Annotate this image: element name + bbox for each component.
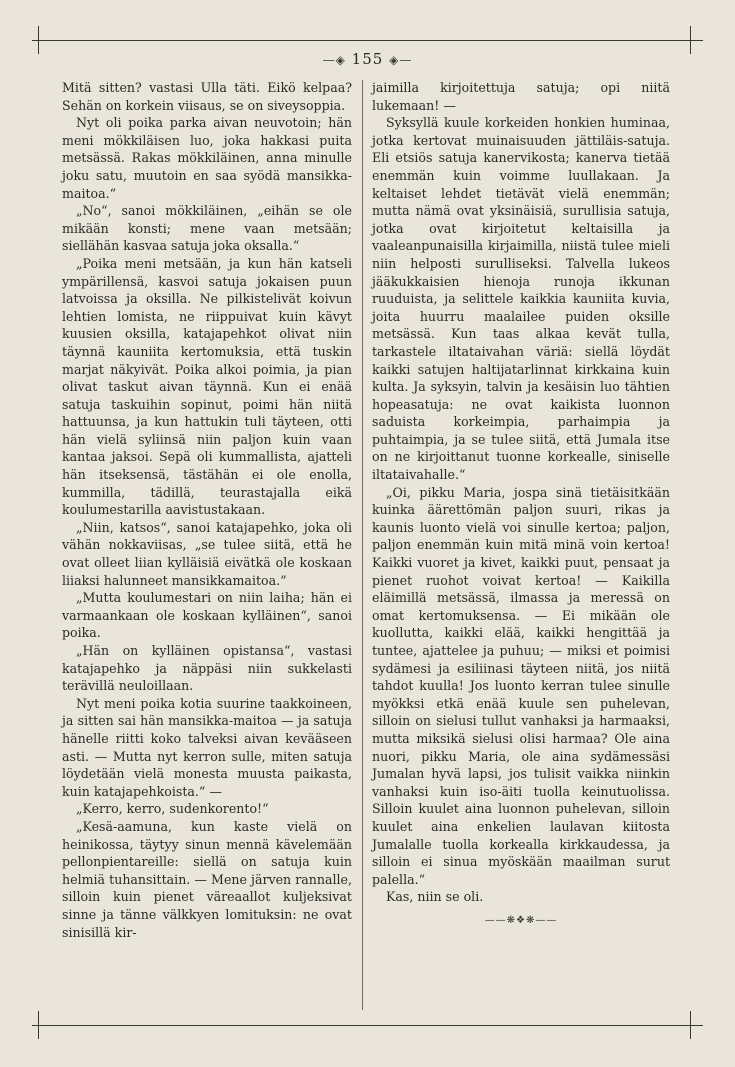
- bottom-right-crop-mark: [690, 1011, 691, 1039]
- bottom-rule: [32, 1025, 703, 1026]
- column-divider: [362, 80, 363, 1010]
- right-column: [372, 79, 670, 930]
- page-header: [0, 50, 735, 68]
- paragraph: „Kerro, kerro, sudenkorento!“: [76, 801, 269, 817]
- paragraph: „Hän on kylläinen opistansa“, vastasi katajapehko ja näppäsi niin sukkelasti terävillä neuloillaan.: [62, 643, 352, 694]
- paragraph: Nyt oli poika parka aivan neuvotoin; hän meni mökkiläisen luo, joka hakkasi puita metsässä. Rakas mökkiläinen, anna minulle joku satu, muutoin en saa syödä mansikka-maitoa.“: [62, 115, 352, 201]
- top-rule: [32, 40, 703, 41]
- paragraph: Syksyllä kuule korkeiden honkien huminaa, jotka kertovat muinaisuuden jättiläis-satuja. Eli etsiös satuja kanervikosta; kanerva tietää enemmän kuin voimme luullakaan. Ja keltaiset lehdet tietävät vielä enemmän; mutta nämä ovat yksinäisiä, surullisia satuja, jotka ovat kirjoitetut keltaisilla ja vaaleanpunaisilla kirjaimilla, niistä tulee mieli niin helposti surulliseksi. Talvella lukeos jääkukkaisien hienoja runoja ikkunan ruuduista, ja selittele kaikkia kauniita kuvia, joita huurru maalailee puiden oksille metsässä. Kun taas alkaa kevät tulla, tarkastele iltataivahan väriä: siellä löydät kaikki satujen haltijatarlinnat kirkkaina kuin kulta. Ja syksyin, talvin ja kesäisin luo tähtien hopeasatuja: ne ovat kaikista luonnon saduista korkeimpia, parhaimpia ja puhtaimpia, ja se tulee siitä, että Jumala itse on ne kirjoittanut tuonne korkealle, siniselle iltataivahalle.“: [372, 115, 670, 483]
- header-ornament-left: —◈: [322, 53, 346, 67]
- paragraph: „Niin, katsos“, sanoi katajapehko, joka oli vähän nokkaviisas, „se tulee siitä, että he ovat olleet liian kylläisiä eivätkä ole koskaan liiaksi halunneet mansikkamaitoa.“: [62, 519, 352, 588]
- paragraph: Kas, niin se oli.: [386, 889, 484, 905]
- header-ornament-right: ◈—: [389, 53, 413, 67]
- end-ornament: ——❋❖❋——: [484, 914, 558, 926]
- paragraph: Nyt meni poika kotia suurine taakkoineen, ja sitten sai hän mansikka-maitoa — ja satuja hänelle riitti koko talveksi aivan kevääseen asti. — Mutta nyt kerron sulle, miten satuja löydetään vielä monesta muusta paikasta, kuin katajapehkoista.“ —: [62, 695, 352, 799]
- paragraph: „Mutta koulumestari on niin laiha; hän ei varmaankaan ole koskaan kylläinen“, sanoi poika.: [62, 590, 352, 641]
- paragraph: jaimilla kirjoitettuja satuja; opi niitä lukemaan! —: [372, 80, 670, 113]
- left-column: [62, 79, 352, 941]
- bottom-left-crop-mark: [38, 1011, 39, 1039]
- paragraph: Mitä sitten? vastasi Ulla täti. Eikö kelpaa? Sehän on korkein viisaus, se on siveysoppia.: [62, 80, 352, 113]
- paragraph: „Poika meni metsään, ja kun hän katseli ympärillensä, kasvoi satuja jokaisen puun latvoissa ja oksilla. Ne pilkistelivät koivun lehtien lomista, ne riippuivat kuin kävyt kuusien oksilla, katajapehkot olivat niin täynnä kauniita kertomuksia, että tuskin marjat näkyivät. Poika alkoi poimia, ja pian olivat taskut aivan täynnä. Kun ei enää satuja taskuihin sopinut, poimi hän niitä hattuunsa, ja kun hattukin tuli täyteen, otti hän vielä syliinsä niin paljon kuin vaan kantaa jaksoi. Sepä oli kummallista, ajatteli hän itseksensä, tästähän ei ole enolla, kummilla, tädillä, teurastajalla eikä koulumestarilla aavistustakaan.: [62, 255, 352, 518]
- page-number: 155: [351, 50, 384, 68]
- paragraph: „Kesä-aamuna, kun kaste vielä on heinikossa, täytyy sinun mennä kävelemään pellonpientareille: siellä on satuja kuin helmiä tuhansittain. — Mene järven rannalle, silloin kuin pienet väreaallot kuljeksivat sinne ja tänne välkkyen lomituksin: ne ovat sinisillä kir-: [62, 818, 352, 940]
- paragraph: „Oi, pikku Maria, jospa sinä tietäisitkään kuinka äärettömän paljon suuri, rikas ja kaunis luonto vielä voi sinulle kertoa; paljon, paljon enemmän kuin mitä minä voin kertoa! Kaikki vuoret ja kivet, kaikki puut, pensaat ja pienet ruohot voivat kertoa! — Kaikilla eläimillä metsässä, ilmassa ja meressä on omat kertomuksensa. — Ei mikään ole kuollutta, kaikki elää, kaikki hengittää ja tuntee, ajattelee ja puhuu; — miksi et poimisi sydämesi ja esiliinasi täyteen niitä, jos niitä tahdot kuulla! Jos luonto kerran tulee sinulle myökksi etkä enää kuule sen puhelevan, silloin on sielusi tullut vanhaksi ja harmaaksi, mutta miksikä sielusi olisi harmaa? Ole aina nuori, pikku Maria, ole aina sydämessäsi Jumalan hyvä lapsi, jos tulisit vaikka niinkin vanhaksi kuin iso-äiti tuolla keinutuolissa. Silloin kuulet aina luonnon puhelevan, silloin kuulet aina enkelien laulavan kiitosta Jumalalle tuolla korkealla kirkkaudessa, ja silloin ei sinua myöskään maailman surut palella.“: [372, 484, 670, 887]
- paragraph: „No“, sanoi mökkiläinen, „eihän se ole mikään konsti; mene vaan metsään; siellähän kasvaa satuja joka oksalla.“: [62, 203, 352, 254]
